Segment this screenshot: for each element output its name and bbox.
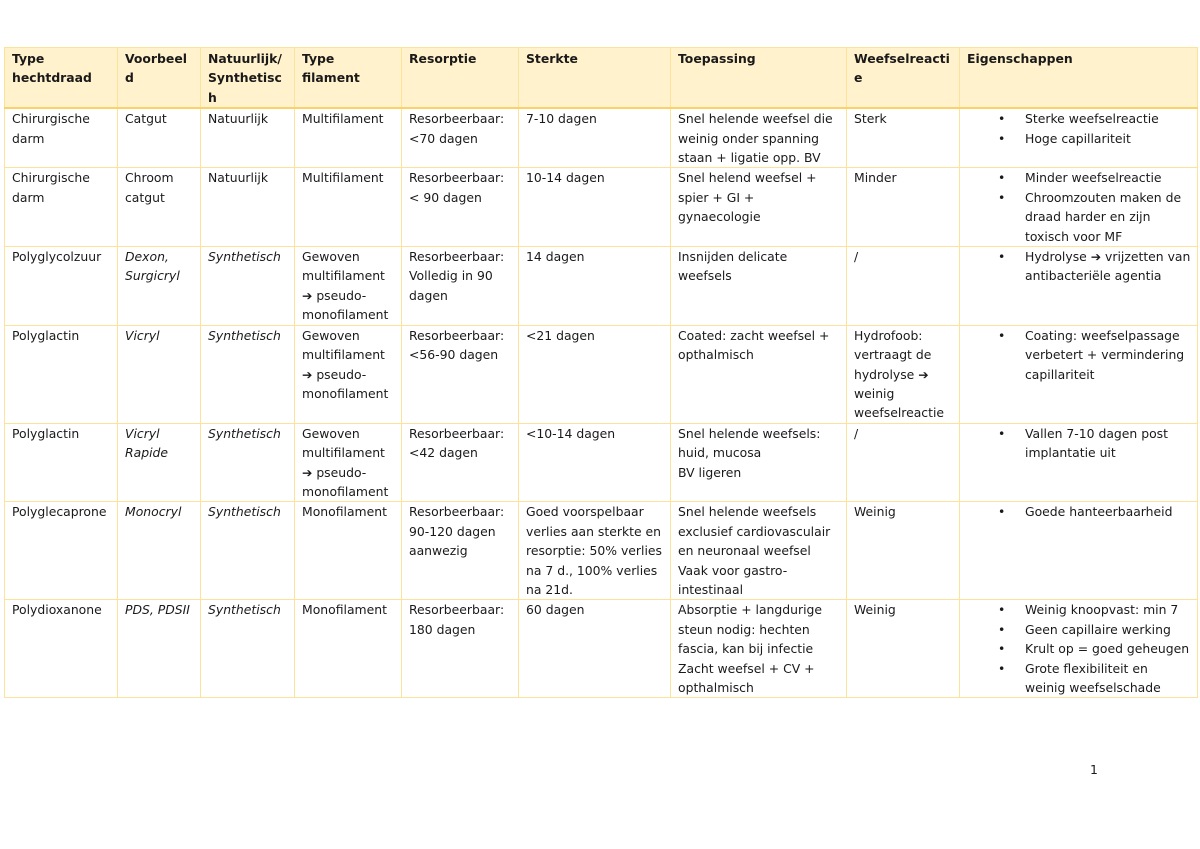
cell-example: [118, 423, 201, 502]
cell-application-text: Vaak voor gastro-intestinaal: [678, 562, 788, 597]
list-item: • Vallen 7-10 dagen post implantatie uit: [1025, 424, 1191, 463]
list-item: • Krult op = goed geheugen: [1025, 639, 1191, 658]
table-row: [5, 247, 1198, 326]
list-item: • Grote flexibiliteit en weinig weefselschade: [1025, 659, 1191, 698]
cell-application-text: Snel helende weefsels: huid, mucosa: [678, 425, 821, 461]
cell-filament: [295, 600, 402, 698]
cell-example: [118, 168, 201, 247]
cell-strength: [519, 423, 671, 502]
cell-filament: [295, 502, 402, 600]
cell-example-text: Chroom catgut: [125, 170, 174, 205]
cell-strength: [519, 325, 671, 423]
cell-application: [671, 247, 847, 326]
column-header: Resorptie: [402, 48, 519, 109]
cell-example-text: Vicryl Rapide: [125, 425, 168, 461]
cell-origin: [201, 502, 295, 600]
cell-strength-text: 60 dagen: [526, 602, 585, 618]
cell-example-text: Catgut: [125, 111, 167, 127]
cell-type-text: Polyglycolzuur: [12, 249, 102, 265]
properties-list: [967, 326, 1191, 384]
list-item: • Weinig knoopvast: min 7: [1025, 600, 1191, 619]
list-item: • Chroomzouten maken de draad harder en zijn toxisch voor MF: [1025, 188, 1191, 246]
cell-example-text: Monocryl: [125, 504, 182, 520]
cell-application-text: Snel helend weefsel + spier + GI + gynaecologie: [678, 170, 817, 225]
cell-reaction-text: Sterk: [854, 111, 887, 127]
cell-origin-text: Synthetisch: [208, 602, 281, 618]
cell-resorption-text: Resorbeerbaar: 180 dagen: [409, 602, 505, 637]
cell-properties: [960, 108, 1198, 168]
table-header-row: [5, 48, 1198, 109]
column-header: Type filament: [295, 48, 402, 109]
cell-example-text: PDS, PDSII: [125, 602, 190, 618]
properties-list: [967, 247, 1191, 286]
cell-application: [671, 423, 847, 502]
column-header: Eigenschappen: [960, 48, 1198, 109]
cell-strength: [519, 108, 671, 168]
cell-origin-text: Natuurlijk: [208, 111, 269, 127]
column-header: Weefselreactie: [847, 48, 960, 109]
cell-resorption-text: Resorbeerbaar: <42 dagen: [409, 425, 505, 461]
table-body: [5, 108, 1198, 698]
cell-resorption: [402, 247, 519, 326]
cell-strength-text: 14 dagen: [526, 249, 585, 265]
cell-resorption-text: Resorbeerbaar: <56-90 dagen: [409, 327, 505, 363]
cell-reaction-text: Weinig: [854, 504, 896, 520]
cell-origin: [201, 168, 295, 247]
list-item: • Coating: weefselpassage verbetert + vermindering capillariteit: [1025, 326, 1191, 384]
cell-type-text: Chirurgische darm: [12, 111, 90, 146]
cell-resorption: [402, 108, 519, 168]
column-header: Voorbeeld: [118, 48, 201, 109]
cell-properties: [960, 247, 1198, 326]
cell-type: [5, 247, 118, 326]
cell-type-text: Polydioxanone: [12, 602, 102, 618]
cell-properties: [960, 423, 1198, 502]
cell-reaction-text: Minder: [854, 170, 897, 186]
cell-filament-text: Monofilament: [302, 602, 387, 618]
cell-strength-text: 7-10 dagen: [526, 111, 597, 127]
cell-origin: [201, 325, 295, 423]
cell-properties: [960, 600, 1198, 698]
cell-filament-text: Multifilament: [302, 170, 384, 186]
properties-list: [967, 109, 1191, 148]
cell-resorption: [402, 168, 519, 247]
cell-reaction: [847, 168, 960, 247]
cell-application-text: Coated: zacht weefsel + opthalmisch: [678, 327, 830, 363]
cell-reaction-text: /: [854, 425, 859, 441]
cell-filament-text: Multifilament: [302, 111, 384, 127]
cell-application: [671, 108, 847, 168]
cell-properties: [960, 325, 1198, 423]
cell-example: [118, 325, 201, 423]
list-item: • Goede hanteerbaarheid: [1025, 502, 1191, 521]
cell-origin: [201, 108, 295, 168]
cell-origin: [201, 247, 295, 326]
cell-properties: [960, 502, 1198, 600]
cell-resorption-text: Resorbeerbaar: 90-120 dagen aanwezig: [409, 504, 505, 559]
cell-resorption-text: Resorbeerbaar: Volledig in 90 dagen: [409, 249, 505, 303]
cell-type-text: Polyglactin: [12, 327, 80, 343]
cell-reaction: [847, 108, 960, 168]
cell-filament: [295, 108, 402, 168]
cell-application: [671, 600, 847, 698]
properties-list: [967, 424, 1191, 463]
cell-filament-text: Monofilament: [302, 504, 387, 520]
cell-resorption-text: Resorbeerbaar: < 90 dagen: [409, 170, 505, 205]
cell-resorption: [402, 502, 519, 600]
cell-type: [5, 502, 118, 600]
cell-type-text: Polyglactin: [12, 425, 80, 441]
table-row: [5, 108, 1198, 168]
list-item: • Minder weefselreactie: [1025, 168, 1191, 187]
cell-application-text: Snel helende weefsels exclusief cardiovasculair en neuronaal weefsel: [678, 504, 831, 559]
cell-strength: [519, 502, 671, 600]
cell-reaction: [847, 600, 960, 698]
cell-application-text: Insnijden delicate weefsels: [678, 249, 788, 284]
column-header: Sterkte: [519, 48, 671, 109]
list-item: • Hoge capillariteit: [1025, 129, 1191, 148]
cell-strength: [519, 600, 671, 698]
table-row: [5, 325, 1198, 423]
properties-list: [967, 502, 1191, 521]
cell-filament: [295, 247, 402, 326]
cell-application-text: BV ligeren: [678, 464, 742, 480]
cell-type: [5, 600, 118, 698]
cell-strength: [519, 247, 671, 326]
cell-application-text: Absorptie + langdurige steun nodig: hechten fascia, kan bij infectie: [678, 602, 823, 657]
cell-application: [671, 325, 847, 423]
properties-list: [967, 168, 1191, 246]
cell-reaction-text: Weinig: [854, 602, 896, 618]
cell-application: [671, 168, 847, 247]
cell-strength-text: Goed voorspelbaar verlies aan sterkte en resorptie: 50% verlies na 7 d., 100% verlies na 21d.: [526, 504, 662, 597]
cell-strength-text: 10-14 dagen: [526, 170, 605, 186]
cell-origin-text: Synthetisch: [208, 327, 281, 343]
cell-origin-text: Synthetisch: [208, 249, 281, 265]
cell-example-text: Vicryl: [125, 327, 160, 343]
cell-origin-text: Synthetisch: [208, 425, 281, 441]
cell-application: [671, 502, 847, 600]
list-item: • Geen capillaire werking: [1025, 620, 1191, 639]
cell-origin: [201, 600, 295, 698]
cell-filament-text: Gewoven multifilament ➔ pseudo-monofilament: [302, 425, 389, 499]
cell-strength-text: <21 dagen: [526, 327, 595, 343]
cell-resorption: [402, 600, 519, 698]
column-header: Toepassing: [671, 48, 847, 109]
cell-strength: [519, 168, 671, 247]
cell-reaction-text: /: [854, 249, 859, 265]
table-row: [5, 168, 1198, 247]
cell-reaction: [847, 502, 960, 600]
cell-filament: [295, 423, 402, 502]
cell-resorption: [402, 423, 519, 502]
cell-example: [118, 502, 201, 600]
list-item: • Hydrolyse ➔ vrijzetten van antibacteriële agentia: [1025, 247, 1191, 286]
cell-reaction: [847, 325, 960, 423]
table-row: [5, 600, 1198, 698]
cell-type: [5, 325, 118, 423]
cell-strength-text: <10-14 dagen: [526, 425, 616, 441]
page-number: 1: [1090, 762, 1098, 777]
column-header: Type hechtdraad: [5, 48, 118, 109]
cell-resorption-text: Resorbeerbaar: <70 dagen: [409, 111, 505, 146]
cell-filament: [295, 325, 402, 423]
table-row: [5, 502, 1198, 600]
cell-type: [5, 168, 118, 247]
column-header: Natuurlijk/ Synthetisch: [201, 48, 295, 109]
cell-example: [118, 108, 201, 168]
cell-type: [5, 108, 118, 168]
cell-origin-text: Natuurlijk: [208, 170, 269, 186]
cell-type-text: Chirurgische darm: [12, 170, 90, 205]
list-item: • Sterke weefselreactie: [1025, 109, 1191, 128]
cell-reaction: [847, 247, 960, 326]
properties-list: [967, 600, 1191, 697]
cell-filament-text: Gewoven multifilament ➔ pseudo-monofilament: [302, 327, 389, 401]
cell-application-text: Snel helende weefsel die weinig onder spanning staan + ligatie opp. BV: [678, 111, 833, 166]
cell-example-text: Dexon, Surgicryl: [125, 249, 180, 284]
cell-origin-text: Synthetisch: [208, 504, 281, 520]
cell-filament-text: Gewoven multifilament ➔ pseudo-monofilament: [302, 249, 389, 323]
table-row: [5, 423, 1198, 502]
cell-example: [118, 600, 201, 698]
suture-table: [4, 47, 1198, 698]
cell-resorption: [402, 325, 519, 423]
cell-origin: [201, 423, 295, 502]
cell-reaction: [847, 423, 960, 502]
cell-type: [5, 423, 118, 502]
cell-application-text: Zacht weefsel + CV + opthalmisch: [678, 660, 815, 695]
cell-properties: [960, 168, 1198, 247]
cell-reaction-text: Hydrofoob: vertraagt de hydrolyse ➔ weinig weefselreactie: [854, 327, 945, 421]
cell-filament: [295, 168, 402, 247]
cell-example: [118, 247, 201, 326]
cell-type-text: Polyglecaprone: [12, 504, 107, 520]
